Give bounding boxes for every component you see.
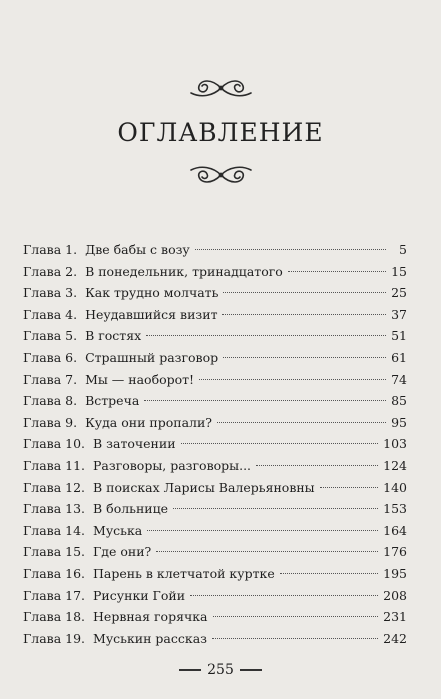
- ornament-top: [0, 76, 441, 100]
- toc-row[interactable]: [23, 563, 407, 585]
- toc-row[interactable]: [23, 261, 407, 283]
- chapter-title: Разговоры, разговоры...: [93, 457, 252, 473]
- chapter-label: Глава 13.: [23, 501, 86, 517]
- toc-row[interactable]: [23, 477, 407, 499]
- chapter-title: В заточении: [93, 436, 176, 452]
- toc-row[interactable]: [23, 433, 407, 455]
- dot-leader: [181, 443, 379, 444]
- dot-leader: [256, 465, 378, 466]
- table-of-contents: [23, 239, 407, 649]
- chapter-page: 176: [383, 544, 407, 560]
- chapter-page: 103: [383, 436, 407, 452]
- toc-row[interactable]: [23, 606, 407, 628]
- chapter-page: 51: [391, 328, 407, 344]
- page-title: ОГЛАВЛЕНИЕ: [117, 118, 324, 147]
- chapter-label: Глава 19.: [23, 630, 86, 646]
- toc-row[interactable]: [23, 498, 407, 520]
- chapter-page: 37: [391, 306, 407, 322]
- toc-row[interactable]: [23, 304, 407, 326]
- page-footer: [0, 662, 441, 678]
- chapter-title: Куда они пропали?: [85, 414, 212, 430]
- chapter-label: Глава 6.: [23, 349, 78, 365]
- dot-leader: [222, 314, 386, 315]
- chapter-label: Глава 9.: [23, 414, 78, 430]
- chapter-page: 15: [391, 263, 407, 279]
- chapter-page: 164: [383, 522, 407, 538]
- chapter-title: Муськин рассказ: [93, 630, 207, 646]
- chapter-label: Глава 15.: [23, 544, 86, 560]
- chapter-label: Глава 14.: [23, 522, 86, 538]
- chapter-title: В понедельник, тринадцатого: [85, 263, 283, 279]
- dot-leader: [190, 595, 378, 596]
- chapter-page: 124: [383, 457, 407, 473]
- dot-leader: [199, 379, 386, 380]
- chapter-title: Мы — наоборот!: [85, 371, 195, 387]
- toc-row[interactable]: [23, 541, 407, 563]
- chapter-page: 231: [383, 609, 407, 625]
- footer-dash-left: [179, 669, 201, 671]
- chapter-label: Глава 1.: [23, 242, 78, 257]
- dot-leader: [156, 551, 378, 552]
- chapter-label: Глава 5.: [23, 328, 78, 344]
- chapter-page: 242: [383, 630, 407, 646]
- chapter-page: 153: [383, 501, 407, 517]
- dot-leader: [213, 616, 379, 617]
- toc-row[interactable]: [23, 585, 407, 607]
- chapter-label: Глава 11.: [23, 457, 86, 473]
- chapter-label: Глава 12.: [23, 479, 86, 495]
- chapter-title: Как трудно молчать: [85, 285, 219, 301]
- toc-row[interactable]: [23, 390, 407, 412]
- toc-row[interactable]: [23, 239, 407, 261]
- toc-row[interactable]: [23, 455, 407, 477]
- chapter-page: 208: [383, 587, 407, 603]
- chapter-label: Глава 18.: [23, 609, 86, 625]
- chapter-title: Муська: [93, 522, 143, 538]
- toc-row[interactable]: [23, 628, 407, 650]
- toc-row[interactable]: [23, 520, 407, 542]
- chapter-title: В поисках Ларисы Валерьяновны: [93, 479, 315, 495]
- dot-leader: [195, 249, 386, 250]
- chapter-title: Встреча: [85, 393, 140, 409]
- toc-row[interactable]: [23, 282, 407, 304]
- chapter-page: 85: [391, 393, 407, 409]
- toc-row[interactable]: [23, 412, 407, 434]
- chapter-title: Две бабы с возу: [85, 242, 190, 257]
- chapter-title: Рисунки Гойи: [93, 587, 186, 603]
- chapter-page: 25: [391, 285, 407, 301]
- chapter-label: Глава 17.: [23, 587, 86, 603]
- dot-leader: [288, 271, 386, 272]
- chapter-page: 61: [391, 349, 407, 365]
- page-number: 255: [207, 662, 234, 678]
- dot-leader: [320, 487, 379, 488]
- ornament-bottom: [0, 163, 441, 187]
- dot-leader: [212, 638, 378, 639]
- footer-dash-right: [240, 669, 262, 671]
- chapter-title: Парень в клетчатой куртке: [93, 565, 275, 581]
- chapter-page: 5: [399, 242, 407, 257]
- chapter-label: Глава 8.: [23, 393, 78, 409]
- toc-row[interactable]: [23, 325, 407, 347]
- chapter-label: Глава 7.: [23, 371, 78, 387]
- chapter-page: 195: [383, 565, 407, 581]
- chapter-page: 140: [383, 479, 407, 495]
- chapter-label: Глава 10.: [23, 436, 86, 452]
- dot-leader: [146, 335, 386, 336]
- dot-leader: [147, 530, 378, 531]
- toc-row[interactable]: [23, 369, 407, 391]
- chapter-title: Страшный разговор: [85, 349, 219, 365]
- chapter-page: 74: [391, 371, 407, 387]
- chapter-title: В гостях: [85, 328, 142, 344]
- chapter-label: Глава 3.: [23, 285, 78, 301]
- toc-row[interactable]: [23, 347, 407, 369]
- chapter-label: Глава 2.: [23, 263, 78, 279]
- dot-leader: [173, 508, 378, 509]
- dot-leader: [280, 573, 378, 574]
- chapter-page: 95: [391, 414, 407, 430]
- chapter-title: В больнице: [93, 501, 169, 517]
- dot-leader: [223, 292, 386, 293]
- dot-leader: [217, 422, 386, 423]
- chapter-title: Нервная горячка: [93, 609, 208, 625]
- dot-leader: [223, 357, 386, 358]
- dot-leader: [144, 400, 386, 401]
- chapter-label: Глава 4.: [23, 306, 78, 322]
- chapter-title: Неудавшийся визит: [85, 306, 218, 322]
- chapter-title: Где они?: [93, 544, 152, 560]
- chapter-label: Глава 16.: [23, 565, 86, 581]
